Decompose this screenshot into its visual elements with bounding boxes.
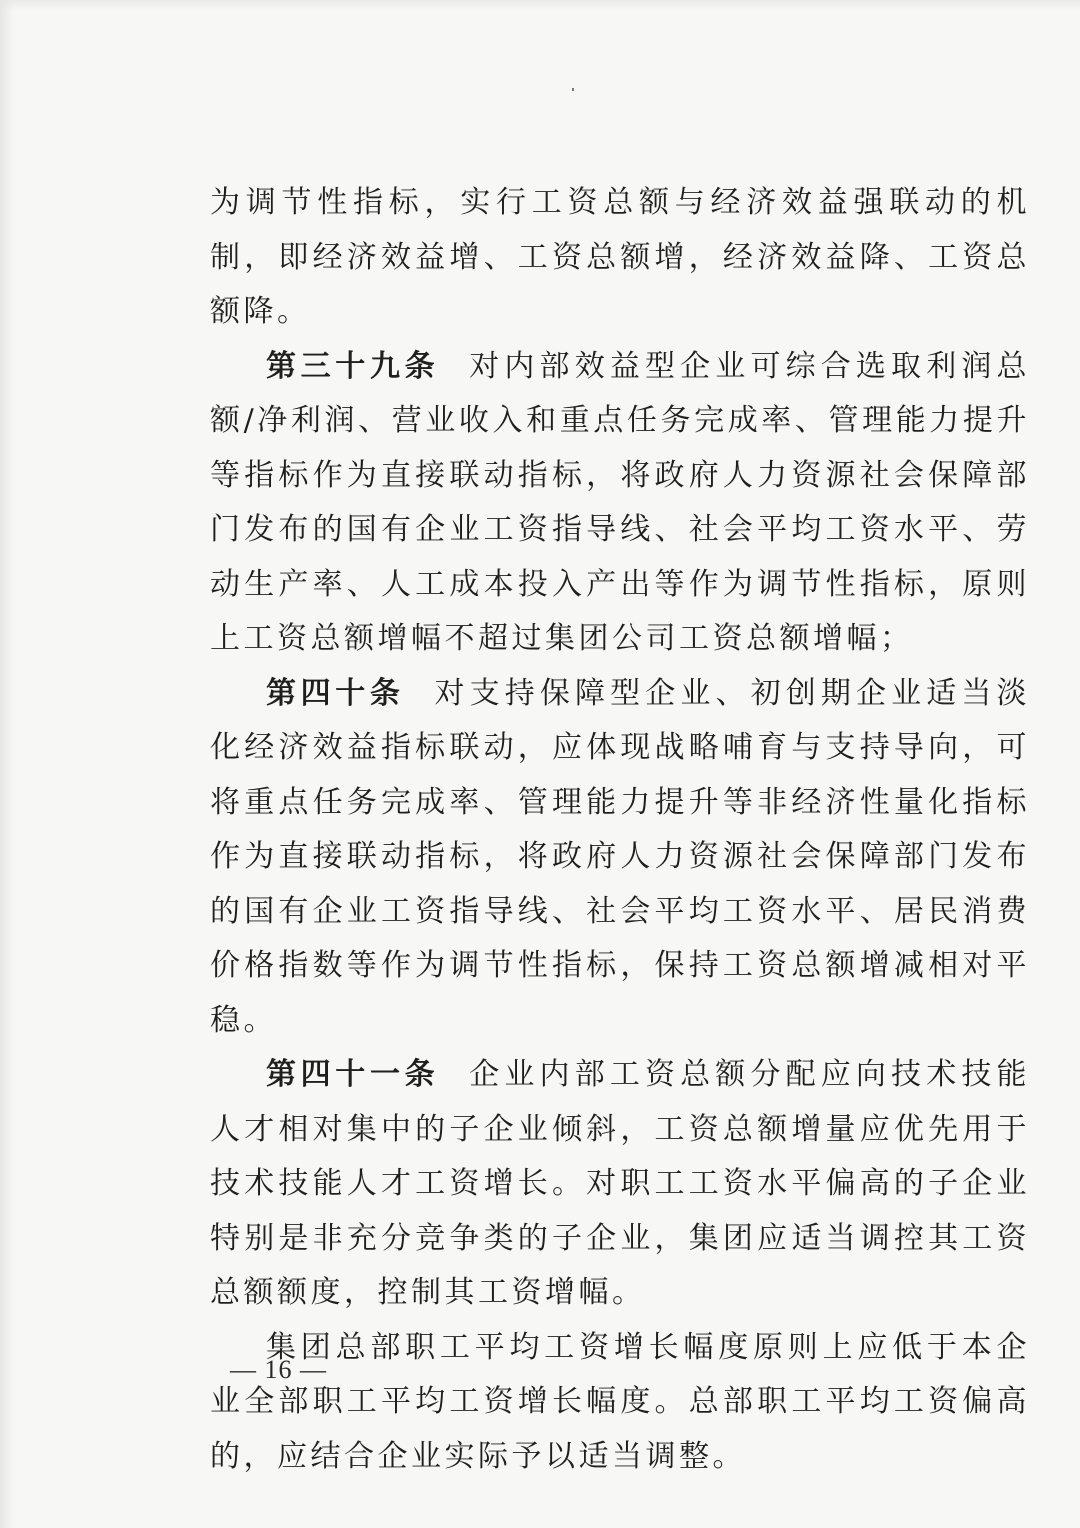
paragraph-text: 对支持保障型企业、初创期企业适当淡化经济效益指标联动，应体现战略哺育与支持导向，可将重点任务完成率、管理能力提升等非经济性量化指标作为直接联动指标，将政府人力资源社会保障部门发布的国有企业工资指导线、社会平均工资水平、居民消费价格指数等作为调节性指标，保持工资总额增减相对平稳。 xyxy=(210,675,1030,1038)
paragraph-text: 集团总部职工平均工资增长幅度原则上应低于本企业全部职工平均工资增长幅度。总部职工平均工资偏高的，应结合企业实际予以适当调整。 xyxy=(210,1329,1030,1474)
paragraph-text: 对内部效益型企业可综合选取利润总额/净利润、营业收入和重点任务完成率、管理能力提升等指标作为直接联动指标，将政府人力资源社会保障部门发布的国有企业工资指导线、社会平均工资水平、劳动生产率、人工成本投入产出等作为调节性指标，原则上工资总额增幅不超过集团公司工资总额增幅； xyxy=(210,348,1030,656)
paragraph-headquarters xyxy=(210,1321,1030,1485)
article-41 xyxy=(210,1048,1030,1321)
article-40 xyxy=(210,667,1030,1049)
paragraph-continuation xyxy=(210,176,1030,340)
paragraph-text: 为调节性指标，实行工资总额与经济效益强联动的机制，即经济效益增、工资总额增，经济效益降、工资总额降。 xyxy=(210,185,1030,329)
article-heading: 第三十九条 xyxy=(266,348,440,384)
paragraph-text: 企业内部工资总额分配应向技术技能人才相对集中的子企业倾斜，工资总额增量应优先用于技术技能人才工资增长。对职工工资水平偏高的子企业特别是非充分竞争类的子企业，集团应适当调控其工资总额额度，控制其工资增幅。 xyxy=(210,1057,1030,1310)
document-body xyxy=(210,176,1030,1484)
article-heading: 第四十条 xyxy=(266,675,405,711)
page-number: — 16 — xyxy=(230,1355,327,1384)
article-39 xyxy=(210,340,1030,667)
scan-edge-shadow xyxy=(0,0,14,1528)
article-heading: 第四十一条 xyxy=(266,1057,440,1092)
scan-speck xyxy=(572,88,574,91)
scan-top-shadow xyxy=(0,0,1080,10)
